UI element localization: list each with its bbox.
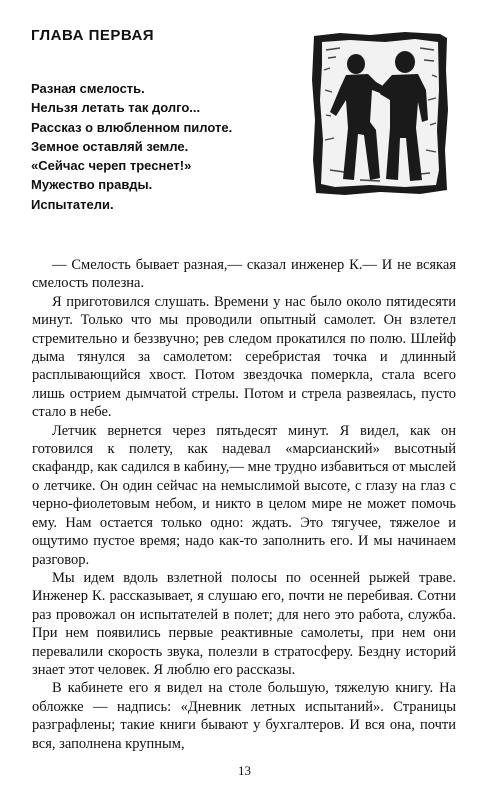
summary-item: Рассказ о влюбленном пилоте. xyxy=(31,119,233,135)
paragraph: — Смелость бывает разная,— сказал инженер К.— И не всякая смелость полезна. xyxy=(32,257,456,292)
two-figures-woodcut xyxy=(310,30,450,197)
summary-item: Разная смелость. xyxy=(31,81,145,96)
summary-item: Земное оставляй земле. xyxy=(31,138,189,154)
summary-item: Нельзя летать так долго... xyxy=(31,100,201,116)
summary-item: «Сейчас череп треснет!» xyxy=(31,158,192,174)
page-number: 13 xyxy=(238,763,251,778)
body-text xyxy=(32,256,456,753)
paragraph: Я приготовился слушать. Времени у нас было около пятидесяти минут. Только что мы проводили опытный самолет. Он взлетел стремительно и беззвучно; рев следом прокатился по полю. Шлейф дыма тянулся за самолетом: серебристая точка и длинный расплывающийся хвост. Потом звездочка померкла, стала всего лишь острием дымчатой стрелы. Потом и стрела развеялась, пусто стало в небе. xyxy=(32,293,456,421)
paragraph: Мы идем вдоль взлетной полосы по осенней рыжей траве. Инженер К. рассказывает, я слушаю его, почти не перебивая. Сотни раз провожал он испытателей в полет; для него это работа, служба. При нем появились первые реактивные самолеты, при нем они перевалили скорость звука, полезли в стратосферу. Бездну историй знает этот человек. Я люблю его рассказы. xyxy=(32,569,456,678)
paragraph: В кабинете его я видел на столе большую, тяжелую книгу. На обложке — надпись: «Дневник летных испытаний». Страницы разграфлены; такие книги бывают у бухгалтеров. И вся она, почти вся, заполнена крупным, xyxy=(32,680,456,752)
chapter-title: ГЛАВА ПЕРВАЯ xyxy=(31,27,155,44)
paragraph: Летчик вернется через пятьдесят минут. Я видел, как он готовился к полету, как надевал «марсианский» высотный скафандр, как садился в кабину,— мне трудно избавиться от мыслей о летчике. Он один сейчас на немыслимой высоте, с глазу на глаз с черно-фиолетовым небом, и никто в целом мире не может помочь ему. Нам остается только одно: ждать. Это тягучее, тяжелое и ощутимо пустое время; надо как-то заполнить его. И мы начинаем разговор. xyxy=(32,422,456,568)
chapter-summary xyxy=(31,79,232,214)
summary-item: Мужество правды. xyxy=(31,177,153,193)
summary-item: Испытатели. xyxy=(31,196,114,212)
